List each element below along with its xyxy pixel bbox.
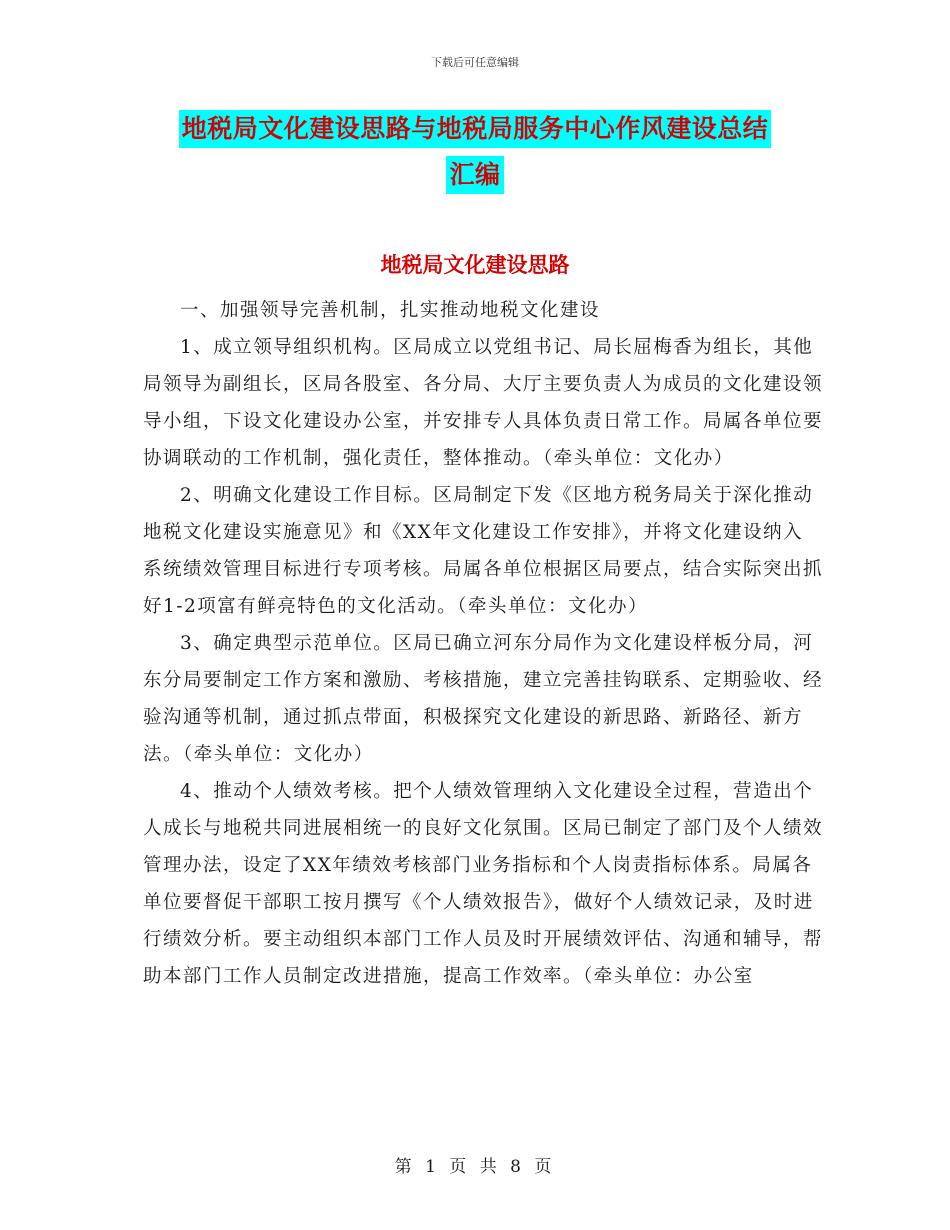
section-subtitle: 地税局文化建设思路 [380, 252, 570, 277]
document-title [0, 110, 950, 194]
paragraph-2: 2、明确文化建设工作目标。区局制定下发《区地方税务局关于深化推动地税文化建设实施意见》和《XX年文化建设工作安排》，并将文化建设纳入系统绩效管理目标进行专项考核。局属各单位根据区局要点，结合实际突出抓好1-2项富有鲜亮特色的文化活动。（牵头单位：文化办） [143, 485, 824, 617]
title-line-2: 汇编 [446, 156, 503, 194]
document-body [143, 292, 823, 995]
paragraph-3: 3、确定典型示范单位。区局已确立河东分局作为文化建设样板分局，河东分局要制定工作方案和激励、考核措施，建立完善挂钩联系、定期验收、经验沟通等机制，通过抓点带面，积极探究文化建设的新思路、新路径、新方法。（牵头单位：文化办） [143, 633, 824, 765]
paragraph-1: 1、成立领导组织机构。区局成立以党组书记、局长屈梅香为组长，其他局领导为副组长，区局各股室、各分局、大厅主要负责人为成员的文化建设领导小组，下设文化建设办公室，并安排专人具体负责日常工作。局属各单位要协调联动的工作机制，强化责任，整体推动。（牵头单位：文化办） [143, 337, 824, 469]
title-line-1: 地税局文化建设思路与地税局服务中心作风建设总结 [179, 110, 772, 148]
paragraph-heading: 一、加强领导完善机制，扎实推动地税文化建设 [180, 300, 601, 321]
page-footer: 第 1 页 共 8 页 [394, 1157, 556, 1177]
paragraph-4: 4、推动个人绩效考核。把个人绩效管理纳入文化建设全过程，营造出个人成长与地税共同进展相统一的良好文化氛围。区局已制定了部门及个人绩效管理办法，设定了XX年绩效考核部门业务指标和个人岗责指标体系。局属各单位要督促干部职工按月撰写《个人绩效报告》，做好个人绩效记录，及时进行绩效分析。要主动组织本部门工作人员及时开展绩效评估、沟通和辅导，帮助本部门工作人员制定改进措施，提高工作效率。（牵头单位：办公室 [143, 781, 824, 987]
header-note: 下载后可任意编辑 [431, 56, 519, 69]
